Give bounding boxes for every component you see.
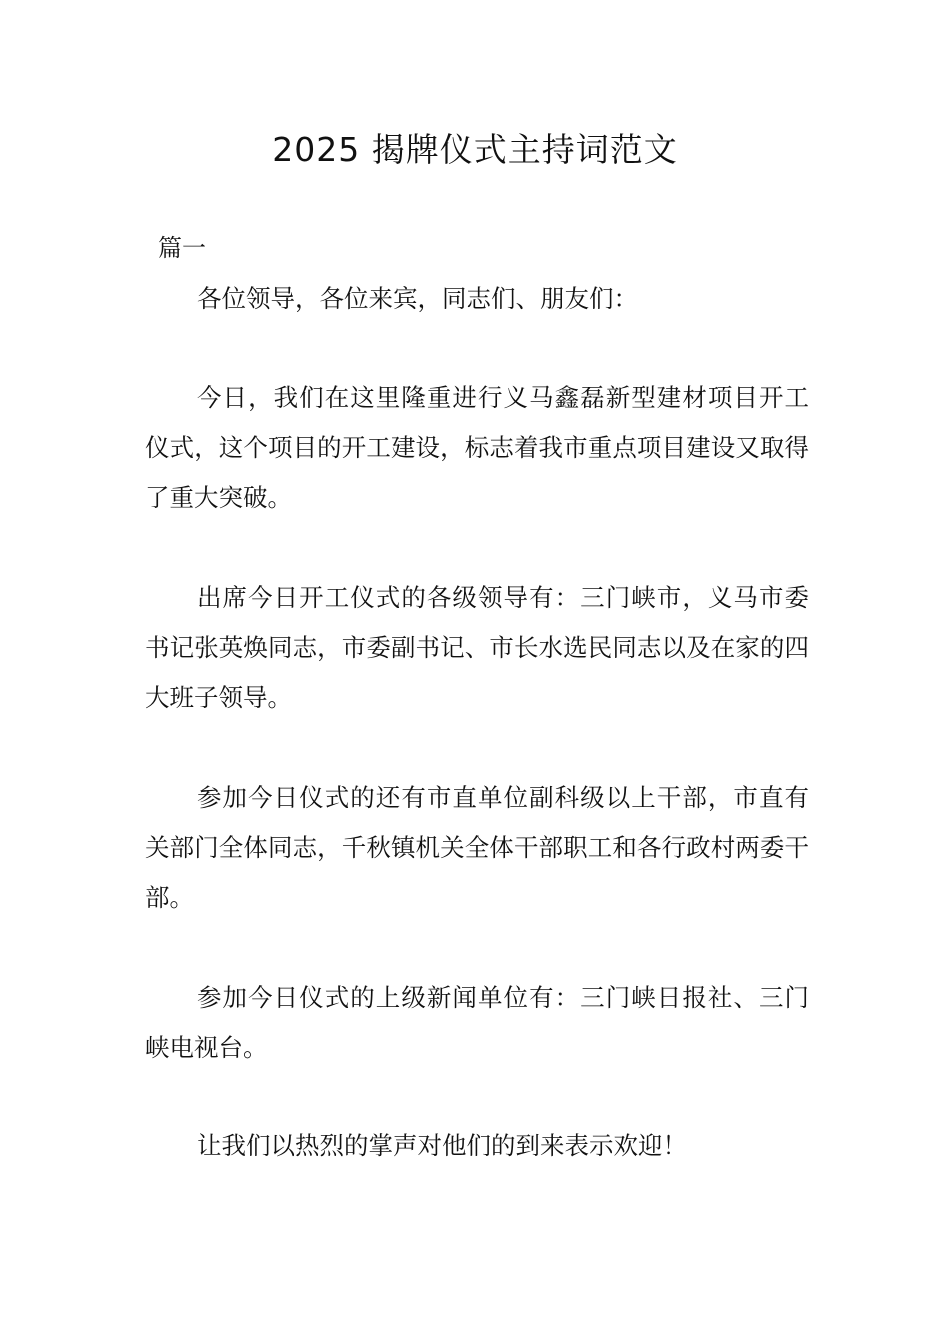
document-title: 2025 揭牌仪式主持词范文 [272, 130, 678, 169]
paragraph-leaders: 出席今日开工仪式的各级领导有：三门峡市，义马市委书记张英焕同志，市委副书记、市长水选民同志以及在家的四大班子领导。 [145, 583, 809, 712]
paragraph-media: 参加今日仪式的上级新闻单位有：三门峡日报社、三门峡电视台。 [145, 983, 809, 1062]
paragraph-attendees: 参加今日仪式的还有市直单位副科级以上干部，市直有关部门全体同志，千秋镇机关全体干部职工和各行政村两委干部。 [145, 783, 809, 912]
paragraph-greeting: 各位领导，各位来宾，同志们、朋友们： [197, 284, 638, 313]
paragraph-opening: 今日，我们在这里隆重进行义马鑫磊新型建材项目开工仪式，这个项目的开工建设，标志着我市重点项目建设又取得了重大突破。 [145, 383, 809, 512]
section-label: 篇一 [158, 234, 206, 262]
paragraph-welcome: 让我们以热烈的掌声对他们的到来表示欢迎！ [197, 1131, 687, 1160]
